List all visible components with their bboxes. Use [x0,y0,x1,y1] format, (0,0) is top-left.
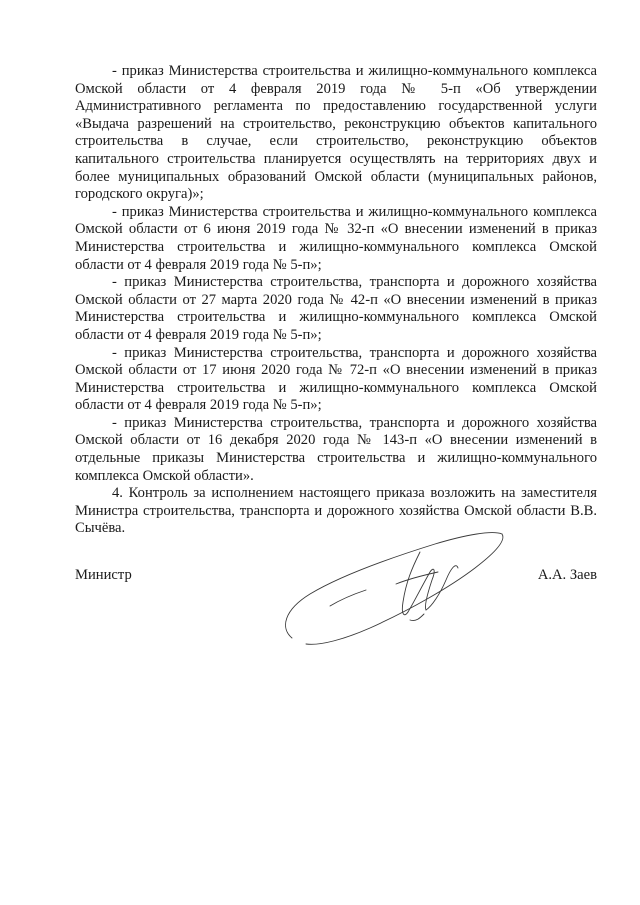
signatory-title: Министр [75,567,132,583]
document-body [75,63,597,538]
signature-block [75,566,597,588]
control-clause: 4. Контроль за исполнением настоящего приказа возложить на заместителя Министра строительства, транспорта и дорожного хозяйства Омской области В.В. Сычёва. [75,485,597,537]
order-list-item: - приказ Министерства строительства, транспорта и дорожного хозяйства Омской области от 17 июня 2020 года № 72-п «О внесении изменений в приказ Министерства строительства и жилищно-коммунального комплекса Омской области от 4 февраля 2019 года № 5-п»; [75,344,597,414]
signatory-name: А.А. Заев [537,567,597,583]
order-list-item: - приказ Министерства строительства, транспорта и дорожного хозяйства Омской области от 27 марта 2020 года № 42-п «О внесении изменений в приказ Министерства строительства и жилищно-коммунального комплекса Омской области от 4 февраля 2019 года № 5-п»; [75,274,597,343]
order-list-item: - приказ Министерства строительства, транспорта и дорожного хозяйства Омской области от 16 декабря 2020 года № 143-п «О внесении изменений в отдельные приказы Министерства строительства и жилищно-коммунального комплекса Омской области». [75,414,597,484]
order-list-item: - приказ Министерства строительства и жилищно-коммунального комплекса Омской области от 6 июня 2019 года № 32-п «О внесении изменений в приказ Министерства строительства и жилищно-коммунального комплекса Омской области от 4 февраля 2019 года № 5-п»; [75,203,597,273]
order-list-item: - приказ Министерства строительства и жилищно-коммунального комплекса Омской области от 4 февраля 2019 года № 5-п «Об утверждении Административного регламента по предоставлению государственной услуги «Выдача разрешений на строительство, реконструкцию объектов капитального строительства в случае, если строительство, реконструкцию объектов капитального строительства планируется осуществлять на территориях двух и более муниципальных образований Омской области (муниципальных районов, городского округа)»; [75,63,597,203]
